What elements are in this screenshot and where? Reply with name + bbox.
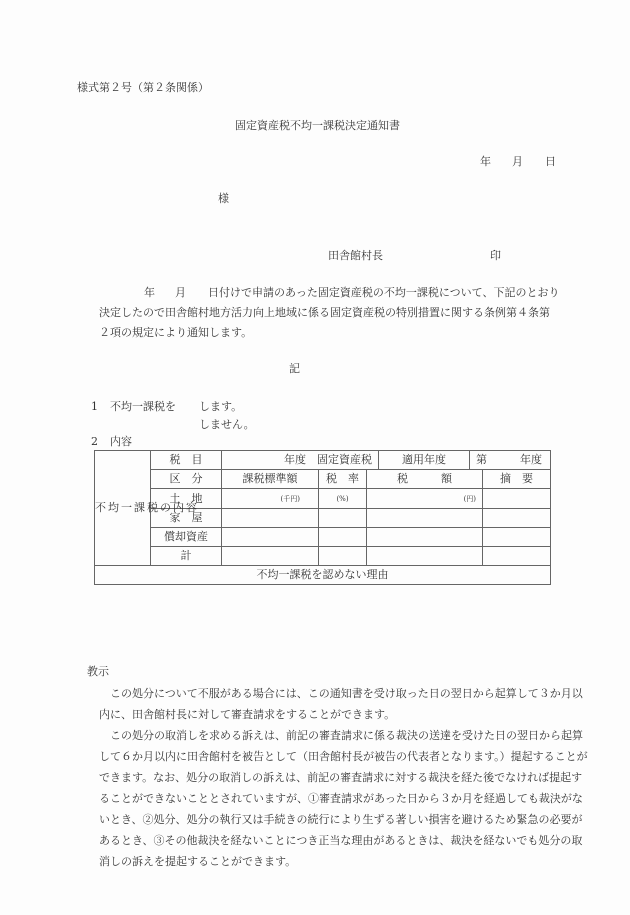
notice-line: この処分について不服がある場合には、この通知書を受け取った日の翌日から起算して３か月以 — [110, 687, 583, 700]
applied-year-label: 適用年度 — [379, 451, 470, 470]
seal-mark: 印 — [490, 249, 501, 262]
rate-cell[interactable] — [319, 547, 367, 566]
notice-line: して６か月以内に田舎館村を被告として（田舎館村長が被告の代表者となります。）提起することが — [99, 750, 588, 763]
unit-label: (%) — [336, 495, 349, 503]
item-label: 不均一課税を — [110, 400, 176, 413]
row-label: 償却資産 — [151, 528, 222, 547]
notice-line: いとき、②処分、処分の執行又は手続きの続行により生ずる著しい損害を避けるため緊急の必要が — [99, 813, 583, 826]
notice-line: できます。なお、処分の取消しの訴えは、前記の審査請求に対する裁決を経た後でなければ提起す — [99, 771, 583, 784]
body-line: 日付けで申請のあった固定資産税の不均一課税について、下記のとおり — [208, 286, 560, 299]
notice-line: 消しの訴えを提起することができます。 — [99, 855, 297, 868]
date-day: 日 — [545, 155, 556, 168]
body-line: 決定したので田舎館村地方活力向上地域に係る固定資産税の特別措置に関する条例第４条第 — [99, 306, 550, 319]
item-number: 1 — [91, 400, 98, 413]
date-year: 年 — [480, 155, 491, 168]
date-month: 月 — [512, 155, 523, 168]
amount-cell[interactable] — [367, 509, 483, 528]
unit-label: (円) — [463, 494, 477, 503]
tax-content-label: 不均一課税の内容 — [95, 451, 151, 566]
notice-line: ることができないこととされていますが、①審査請求があった日から３か月を経過しても裁決がな — [99, 792, 583, 805]
base-cell[interactable] — [222, 528, 319, 547]
notice-line: 内に、田舎館村長に対して審査請求をすることができます。 — [99, 708, 396, 721]
applied-year-prefix: 第 — [476, 453, 488, 466]
row-label: 土 地 — [151, 489, 222, 509]
table-row — [95, 528, 551, 547]
notice-line: あるとき、③その他裁決を経ないことにつき正当な理由があるときは、裁決を経ないでも処分の取 — [99, 834, 583, 847]
row-label: 家 屋 — [151, 509, 222, 528]
table-row — [95, 547, 551, 566]
applied-year-suffix: 年度 — [520, 453, 543, 466]
row-label: 計 — [151, 547, 222, 566]
addressee-suffix: 様 — [218, 192, 229, 205]
rate-cell[interactable] — [319, 489, 367, 509]
reason-label: 不均一課税を認めない理由 — [256, 568, 389, 581]
notice-line: この処分の取消しを求める訴えは、前記の審査請求に係る裁決の送達を受けた日の翌日から起算 — [110, 729, 583, 742]
notice-heading: 教示 — [87, 665, 109, 678]
header-category: 区 分 — [151, 470, 222, 489]
amount-cell[interactable] — [367, 547, 483, 566]
base-cell[interactable] — [222, 547, 319, 566]
remarks-cell[interactable] — [483, 547, 551, 566]
body-line: ２項の規定により通知します。 — [99, 326, 253, 339]
unit-label: (千円) — [280, 494, 300, 503]
rate-cell[interactable] — [319, 528, 367, 547]
option-yes: します。 — [199, 400, 243, 413]
ki-heading: 記 — [289, 362, 300, 375]
remarks-cell[interactable] — [483, 489, 551, 509]
tax-item-label: 税 目 — [151, 451, 222, 470]
item-label: 内容 — [110, 435, 132, 448]
header-rate: 税 率 — [319, 470, 367, 489]
base-cell[interactable] — [222, 489, 319, 509]
remarks-cell[interactable] — [483, 509, 551, 528]
applied-year-value — [470, 451, 551, 470]
issuer-name: 田舎館村長 — [328, 249, 383, 262]
tax-item-value: 年度 固定資産税 — [222, 451, 379, 470]
header-base: 課税標準額 — [222, 470, 319, 489]
amount-cell[interactable] — [367, 528, 483, 547]
form-number: 様式第２号（第２条関係） — [77, 81, 209, 94]
document-title: 固定資産税不均一課税決定通知書 — [235, 119, 400, 132]
body-month: 月 — [175, 286, 186, 299]
header-amount: 税 額 — [367, 470, 483, 489]
option-no: しません。 — [199, 418, 255, 431]
body-year: 年 — [144, 286, 155, 299]
rate-cell[interactable] — [319, 509, 367, 528]
reason-cell[interactable] — [95, 566, 551, 585]
remarks-cell[interactable] — [483, 528, 551, 547]
item-number: 2 — [91, 435, 98, 448]
tax-content-table — [94, 450, 551, 585]
header-remarks: 摘 要 — [483, 470, 551, 489]
amount-cell[interactable] — [367, 489, 483, 509]
base-cell[interactable] — [222, 509, 319, 528]
